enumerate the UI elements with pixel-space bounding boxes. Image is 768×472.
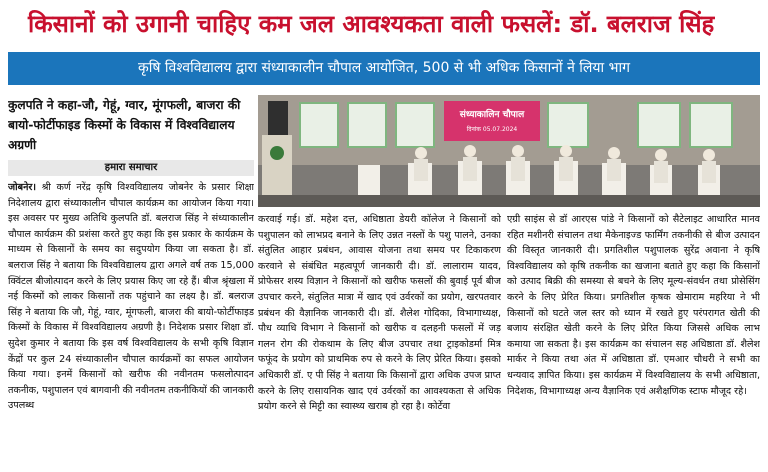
poster-3 [396,103,434,147]
article-text-1: श्री कर्ण नरेंद्र कृषि विश्वविद्यालय जोबनेर के प्रसार शिक्षा निदेशालय द्वारा संध्याकालीन चौपाल कार्यक्रम का आयोजन किया गया। इस अवसर पर मुख्य अतिथि कुलपति डॉ. बलराज सिंह ने संध्याकालीन चौपाल कार्यक्रम की प्रशंसा करते हुए कहा कि इस प्रकार के कार्यक्रम के माध्यम से किसानों के समय का सदुपयोग किया जा सकता है। डॉ. बलराज सिंह ने बताया कि विश्वविद्यालय द्वारा अगले वर्ष तक 15,000 क्विंटल बीजोत्पादन करने के लिए प्रयास किए जा रहे हैं। बीज श्रृंखला में नई किस्मों को लाकर किसानों तक पहुंचाने का लक्ष्य है। डॉ. बलराज सिंह ने बताया कि जौ, गेहूं, ग्वार, मूंगफली, बाजरा की बायो-फोर्टीफाइड किस्मों के विकास में विश्वविद्यालय अग्रणी है। निदेशक प्रसार शिक्षा डॉ. सुदेश कुमार ने बताया कि इस वर्ष विश्वविद्यालय के सभी कृषि विज्ञान केंद्रों पर कुल 24 संध्याकालीन चौपाल कार्यक्रमों का सफल आयोजन किया गया। इनमें किसानों को खरीफ की नवीनतम फसलोत्पादन तकनीक, पशुपालन एवं बागवानी की नवीनतम तकनीकियों की जानकारी उपलब्ध [8,182,254,412]
article-column-1 [8,180,254,470]
banner-date: दिनांक 05.07.2024 [466,126,518,133]
byline: हमारा समाचार [8,160,254,176]
podium-logo [270,146,284,160]
article-column-3: एग्री साइंस से डॉ आरएस पांडे ने किसानों को सैटेलाइट आधारित मानव रहित मशीनरी संचालन तथा मैकेनाइज्ड फार्मिंग तकनीकी से बीज उत्पादन की विस्तृत जानकारी दी। प्रगतिशील पशुपालक सुरेंद्र अवाना ने कृषि विश्वविद्यालय को कृषि तकनीक का खजाना बताते हुए कहा कि किसानों को उत्पाद बिक्री की समस्या से बचने के लिए मूल्य-संवर्धन तथा प्रोसेसिंग करने के लिए प्रेरित किया। प्रगतिशील कृषक खेमाराम महरिया ने भी किसानों को घटते जल स्तर को ध्यान में रखते हुए परंपरागत खेती की बजाय संरक्षित खेती करने के लिए प्रेरित किया जिससे अधिक लाभ कमाया जा सकता है। इस कार्यक्रम का संचालन सह अधिष्ठाता डॉ. शैलेश मार्कर ने किया तथा अंत में अधिष्ठाता डॉ. एमआर चौधरी ने सभी का धन्यवाद ज्ञापित किया। इस कार्यक्रम में विश्वविद्यालय के सभी अधिष्ठाता, निदेशक, विभागाध्यक्ष अन्य वैज्ञानिक एवं अशैक्षणिक स्टाफ मौजूद रहे। [507,214,760,397]
dateline: जोबनेर। [8,182,36,193]
side-title: कुलपति ने कहा-जौ, गेहूं, ग्वार, मूंगफली, बाजरा की बायो-फोर्टीफाइड किस्मों के विकास में विश्वविद्यालय अग्रणी [8,98,241,152]
poster-2 [348,103,386,147]
podium [262,135,292,205]
poster-6 [690,103,732,147]
event-banner [444,101,540,141]
event-photo-illustration [258,95,760,207]
article-column-2: करवाई गई। डॉ. महेश दत्त, अधिष्ठाता डेयरी कॉलेज ने किसानों को पशुपालन को लाभप्रद बनाने के लिए उन्नत नस्लों के पशु पालने, उनका संतुलित आहार प्रबंधन, आवास योजना तथा समय पर टिकाकरण करवाने से संबंधित महत्वपूर्ण जानकारी दी। डॉ. लालाराम यादव, प्रोफेसर शस्य विज्ञान ने किसानों को खरीफ फसलों की बुवाई पूर्व बीज उपचार करने, संतुलित मात्रा में खाद एवं उर्वरकों का प्रयोग, खरपतवार प्रबंधन की वैज्ञानिक जानकारी दी। डॉ. शैलेश गोदिका, विभागाध्यक्ष, पौध व्याधि विभाग ने किसानों को खरीफ व दलहनी फसलों में जड़ गलन रोग की रोकथाम के लिए बीज उपचार तथा ट्राइकोडर्मा मित्र फफूंद के प्रयोग को प्राथमिक रुप से करने के लिए प्रेरित किया। इसको अधिकारी डॉ. ए पी सिंह ने बताया कि किसानों द्वारा अधिक उपज प्राप्त करने के लिए रासायनिक खाद एवं उर्वरकों का आवश्यकता से अधिक प्रयोग करने से मिट्टी का स्वास्थ्य खराब हो रहा है। कोर्टेवा [258,214,501,413]
poster-1 [300,103,338,147]
banner-title: संध्याकालिन चौपाल [459,110,525,120]
headline: किसानों को उगानी चाहिए कम जल आवश्यकता वाली फसलें: डॉ. बलराज सिंह [28,10,715,38]
poster-5 [638,103,680,147]
subheadline-bar: कृषि विश्वविद्यालय द्वारा संध्याकालीन चौपाल आयोजित, 500 से भी अधिक किसानों ने लिया भाग [8,52,760,85]
event-photo [258,95,760,207]
poster-4 [548,103,588,147]
